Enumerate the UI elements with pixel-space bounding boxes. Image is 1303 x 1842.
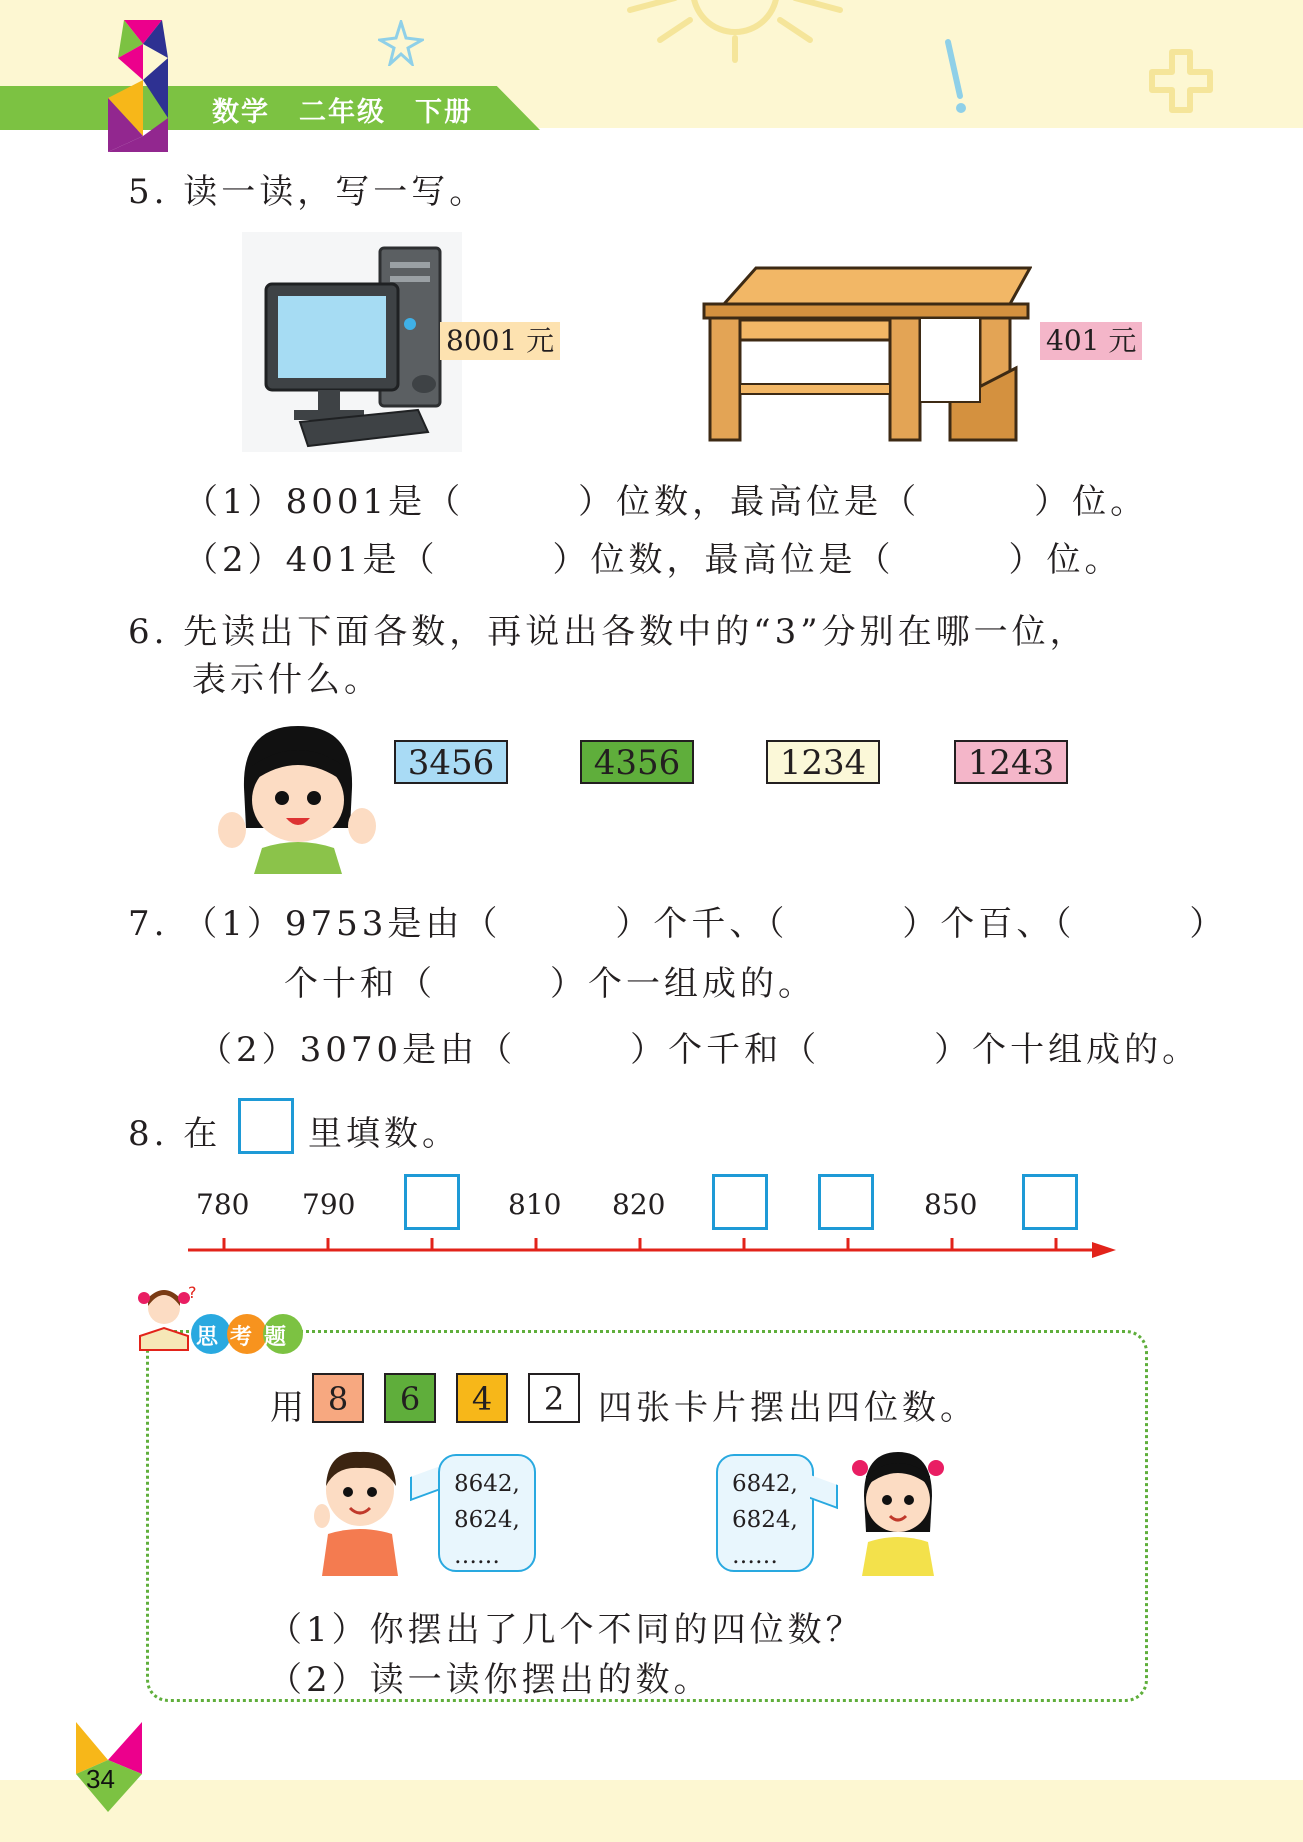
bubble-line: 8624, — [454, 1507, 520, 1533]
blank-box[interactable] — [404, 1174, 460, 1230]
number-card: 4356 — [580, 740, 694, 784]
tick-label: 850 — [924, 1188, 978, 1221]
boy-speech-bubble — [438, 1454, 536, 1572]
computer-price: 8001 元 — [440, 322, 560, 360]
computer-image — [242, 232, 462, 452]
header-title: 数学 二年级 下册 — [212, 97, 473, 128]
blank-box-example — [238, 1098, 294, 1154]
girl-speech-bubble — [716, 1454, 814, 1572]
tick-label: 810 — [508, 1188, 562, 1221]
number-card: 3456 — [394, 740, 508, 784]
think-intro-suffix: 四张卡片摆出四位数。 — [598, 1388, 978, 1428]
footer-band — [0, 1780, 1303, 1842]
svg-text:?: ? — [188, 1284, 197, 1302]
sun-decoration — [620, 0, 850, 70]
q8-suffix: 里填数。 — [308, 1114, 460, 1154]
q5-line1: （1）8001是（ ）位数，最高位是（ ）位。 — [184, 482, 1149, 522]
think-q2: （2）读一读你摆出的数。 — [268, 1660, 712, 1700]
girl-character-2 — [850, 1446, 946, 1576]
q5-line2: （2）401是（ ）位数，最高位是（ ）位。 — [184, 540, 1123, 580]
number-line — [180, 1230, 1120, 1270]
page-number: 34 — [86, 1764, 115, 1794]
think-q1: （1）你摆出了几个不同的四位数？ — [268, 1610, 864, 1650]
bubble-line: …… — [454, 1543, 500, 1569]
star-doodle — [378, 20, 424, 66]
q8-prefix: 8. 在 — [128, 1114, 222, 1154]
tick-label: 780 — [196, 1188, 250, 1221]
bubble-line: 8642, — [454, 1471, 520, 1497]
digit-card: 6 — [384, 1373, 436, 1423]
think-intro-prefix: 用 — [270, 1388, 308, 1428]
think-badge-text: 思考题 — [195, 1325, 298, 1350]
girl-character — [214, 718, 380, 874]
q6-title-line1: 6. 先读出下面各数，再说出各数中的“3”分别在哪一位， — [128, 612, 1088, 652]
tick-label: 820 — [612, 1188, 666, 1221]
boy-character — [314, 1446, 406, 1576]
blank-box[interactable] — [818, 1174, 874, 1230]
tick-label: 790 — [302, 1188, 356, 1221]
digit-card: 4 — [456, 1373, 508, 1423]
digit-card: 8 — [312, 1373, 364, 1423]
tangram-logo — [104, 18, 174, 154]
desk-image — [700, 264, 1032, 450]
blank-box[interactable] — [1022, 1174, 1078, 1230]
number-card: 1234 — [766, 740, 880, 784]
q5-title: 5. 读一读，写一写。 — [128, 172, 488, 212]
digit-card: 2 — [528, 1373, 580, 1423]
q7-line3: （2）3070是由（ ）个千和（ ）个十组成的。 — [198, 1030, 1201, 1070]
number-card: 1243 — [954, 740, 1068, 784]
bubble-line: 6842, — [732, 1471, 798, 1497]
q7-line1: 7. （1）9753是由（ ）个千、（ ）个百、（ ） — [128, 904, 1228, 944]
q7-line2: 个十和（ ）个一组成的。 — [284, 964, 816, 1004]
desk-price: 401 元 — [1040, 322, 1142, 360]
bubble-line: 6824, — [732, 1507, 798, 1533]
exclamation-doodle — [940, 38, 970, 114]
bubble-line: …… — [732, 1543, 778, 1569]
plus-doodle — [1148, 48, 1214, 114]
q6-title-line2: 表示什么。 — [192, 660, 382, 700]
blank-box[interactable] — [712, 1174, 768, 1230]
